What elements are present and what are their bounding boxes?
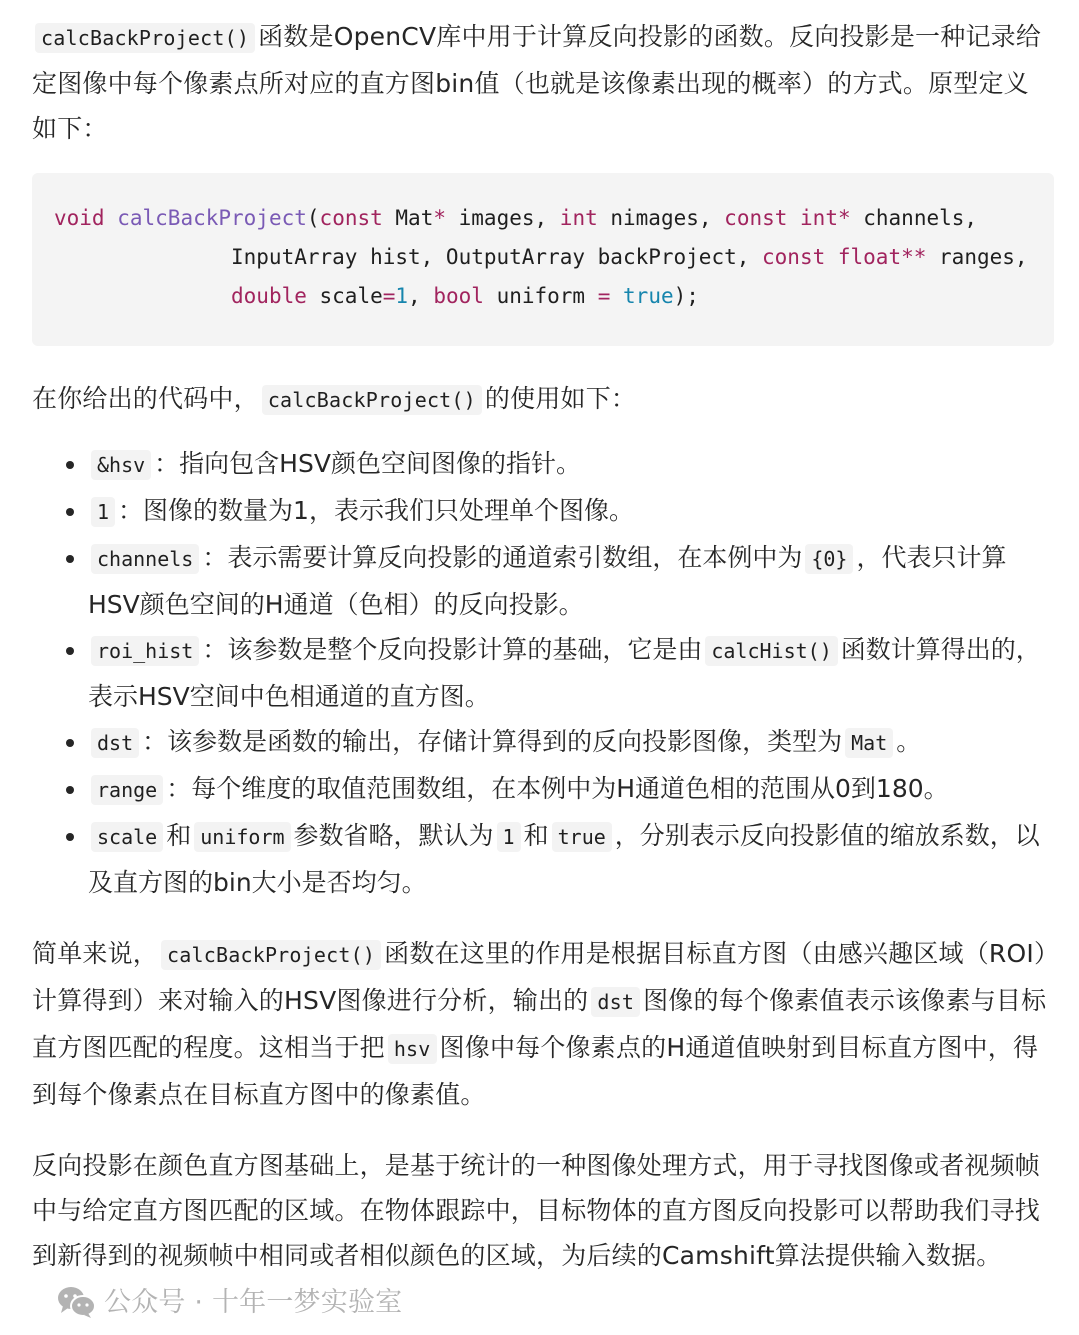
code-token: 1 [395,284,409,308]
inline-code: {0} [805,544,853,574]
code-token: calcBackProject [117,206,307,230]
inline-code: range [91,775,163,805]
text-segment: 。 [896,727,922,756]
list-item [88,766,1054,813]
text-segment: 参数省略，默认为 [293,821,494,850]
code-line [54,277,1032,316]
inline-code: &hsv [91,450,151,480]
code-block [32,173,1054,346]
code-token: channels, [850,206,978,230]
text-segment: 和 [523,821,549,850]
text-segment: 和 [166,821,192,850]
article-body [32,0,1054,1335]
code-token: images, [446,206,560,230]
inline-code: true [552,822,612,852]
text-segment: ：该参数是整个反向投影计算的基础，它是由 [202,635,703,664]
code-token: = [382,284,396,308]
code-token: * [433,206,446,230]
text-segment: ：表示需要计算反向投影的通道索引数组，在本例中为 [202,543,803,572]
summary-paragraph [32,931,1054,1117]
inline-code: channels [91,544,199,574]
inline-code: calcBackProject() [262,385,482,415]
inline-code: scale [91,822,163,852]
code-token [610,284,623,308]
text-segment: ：该参数是函数的输出，存储计算得到的反向投影图像，类型为 [142,727,843,756]
text-segment: 的使用如下： [484,384,637,413]
code-token: const int* [724,206,851,230]
code-token: int [559,206,598,230]
inline-code: 1 [497,822,521,852]
text-segment: 函数是OpenCV库中用于计算反向投影的函数。反向投影是一种记录给定图像中每个像素点所对应的直方图bin值（也就是该像素出现的概率）的方式。原型定义如下： [32,22,1042,143]
list-item [88,813,1054,905]
text-segment: 图像的每个像素值表示该像素与目标直方图匹配的程度。这相当于把 [32,986,1047,1062]
list-item [88,441,1054,488]
code-token: bool [433,284,484,308]
watermark [56,1280,402,1325]
text-segment: 图像中每个像素点的H通道值映射到目标直方图中，得到每个像素点在目标直方图中的像素值。 [32,1033,1039,1109]
inline-code: calcBackProject() [161,940,381,970]
text-segment: 在你给出的代码中， [32,384,259,413]
list-item [88,719,1054,766]
inline-code: uniform [194,822,290,852]
text-segment: 函数在这里的作用是根据目标直方图（由感兴趣区域（ROI）计算得到）来对输入的HSV图像进行分析，输出的 [32,939,1047,1015]
wechat-icon [56,1286,96,1318]
inline-code: roi_hist [91,636,199,666]
inline-code: calcHist() [705,636,837,666]
intro-paragraph [32,14,1054,151]
code-token: const float** [762,245,927,269]
inline-code: 1 [91,497,115,527]
inline-code: dst [591,987,640,1017]
inline-code: calcBackProject() [35,23,255,53]
code-token [54,284,231,308]
code-token: ( [306,206,320,230]
code-token: const [319,206,383,230]
code-line [54,199,1032,238]
code-token: ranges, [926,245,1028,269]
watermark-text: 公众号 · 十年一梦实验室 [104,1286,403,1318]
code-token: double [231,284,307,308]
inline-code: hsv [388,1034,437,1064]
text-segment: ，代表只计算HSV颜色空间的H通道（色相）的反向投影。 [88,543,1007,619]
code-token: = [597,284,611,308]
code-token [105,206,118,230]
inline-code: dst [91,728,139,758]
text-segment: ，分别表示反向投影值的缩放系数，以及直方图的bin大小是否均匀。 [88,821,1040,897]
text-segment: ：每个维度的取值范围数组，在本例中为H通道色相的范围从0到180。 [166,774,949,803]
code-token: nimages, [597,206,725,230]
text-segment: ：指向包含HSV颜色空间图像的指针。 [154,449,581,478]
code-token: , [408,284,434,308]
text-segment: 反向投影在颜色直方图基础上，是基于统计的一种图像处理方式，用于寻找图像或者视频帧中与给定直方图匹配的区域。在物体跟踪中，目标物体的直方图反向投影可以帮助我们寻找到新得到的视频帧中相同或者相似颜色的区域，为后续的Camshift算法提供输入数据。 [32,1151,1041,1270]
code-token: Mat [382,206,434,230]
list-item [88,488,1054,535]
code-token: scale [306,284,383,308]
code-token: InputArray hist, OutputArray backProject, [54,245,763,269]
code-token: uniform [483,284,598,308]
list-item [88,627,1054,719]
code-token: true [623,284,674,308]
code-token: ); [673,284,699,308]
usage-intro-paragraph [32,376,1054,423]
code-line [54,238,1032,277]
text-segment: 简单来说， [32,939,159,968]
text-segment: ：图像的数量为1，表示我们只处理单个图像。 [118,496,634,525]
inline-code: Mat [845,728,893,758]
text-segment: 函数计算得出的，表示HSV空间中色相通道的直方图。 [88,635,1041,711]
list-item [88,535,1054,627]
closing-paragraph [32,1143,1054,1325]
code-token: void [54,206,105,230]
parameter-list [32,441,1054,905]
